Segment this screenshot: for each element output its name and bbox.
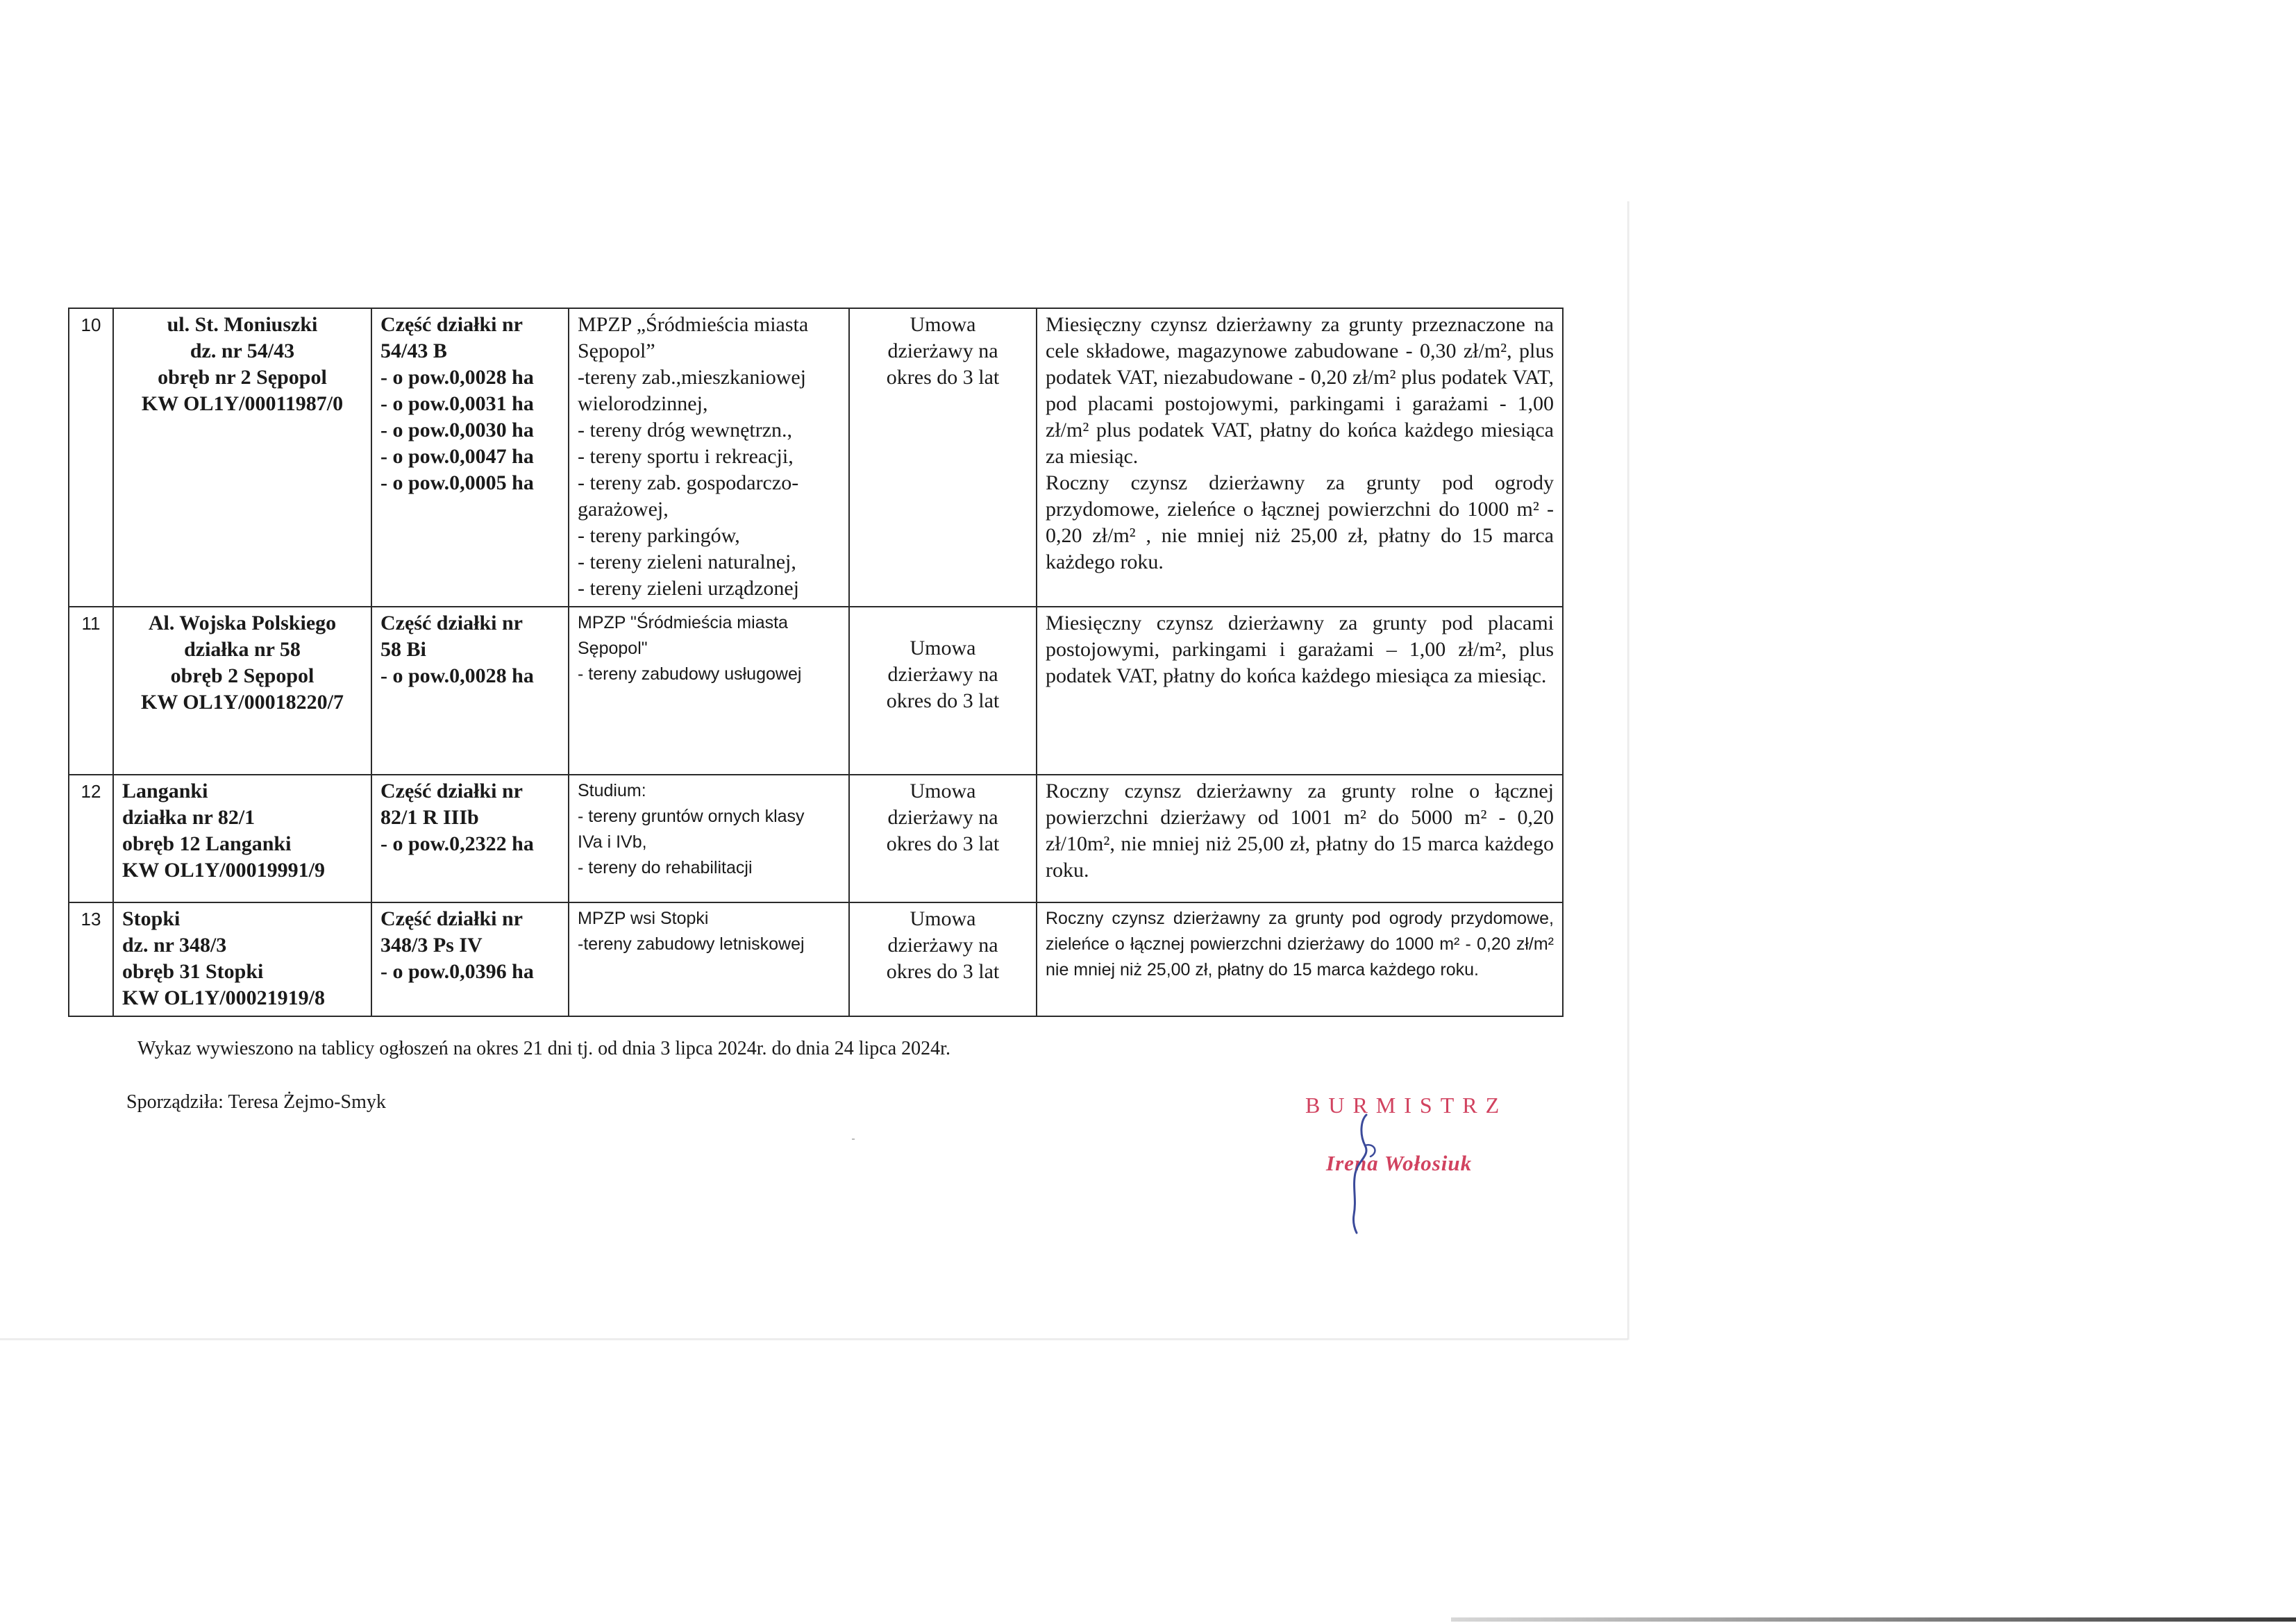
zoning-line: - tereny zieleni naturalnej, [578, 550, 796, 573]
lease-form-line: Umowa [910, 637, 976, 659]
location-line: obręb 12 Langanki [122, 832, 292, 855]
row-number: 10 [69, 308, 113, 607]
lease-form-line: dzierżawy na [887, 806, 998, 829]
lease-form-line: dzierżawy na [887, 663, 998, 686]
plot-part-line: - o pow.0,2322 ha [380, 832, 534, 855]
lease-form-line: Umowa [910, 780, 976, 802]
plot-part-line: - o pow.0,0005 ha [380, 471, 534, 494]
plot-part-line: 58 Bi [380, 638, 426, 661]
rent-text: Roczny czynsz dzierżawny za grunty pod ogrody przydomowe, zieleńce o łącznej powierzchni dzierżawy do 1000 m² - 0,20 zł/m² nie mniej niż 25,00 zł, płatny do 15 marca każdego roku. [1046, 909, 1559, 979]
zoning-line: - tereny zieleni urządzonej [578, 577, 799, 600]
zoning-plan-cell [569, 308, 849, 607]
rent-cell [1037, 902, 1563, 1016]
location-line: dz. nr 54/43 [190, 339, 295, 362]
zoning-line: Sępopol" [578, 639, 648, 658]
plot-part-cell [371, 775, 569, 902]
prepared-by: Sporządziła: Teresa Żejmo-Smyk [126, 1091, 386, 1113]
lease-form-line: okres do 3 lat [886, 689, 1000, 712]
zoning-plan-cell [569, 775, 849, 902]
plot-part-line: - o pow.0,0031 ha [380, 392, 534, 415]
scan-speck [852, 1138, 855, 1140]
location-line: obręb nr 2 Sępopol [158, 366, 327, 389]
location-line: obręb 31 Stopki [122, 960, 264, 983]
mayor-stamp-title: BURMISTRZ [1305, 1093, 1508, 1118]
zoning-line: - tereny zabudowy usługowej [578, 664, 802, 684]
location-line: Al. Wojska Polskiego [148, 612, 337, 634]
plot-part-cell [371, 607, 569, 775]
zoning-line: - tereny gruntów ornych klasy [578, 807, 805, 826]
location-cell [113, 902, 371, 1016]
plot-part-line: - o pow.0,0028 ha [380, 664, 534, 687]
plot-part-line: - o pow.0,0028 ha [380, 366, 534, 389]
mayor-stamp-name: Irena Wołosiuk [1326, 1151, 1473, 1175]
plot-part-line: 54/43 B [380, 339, 447, 362]
lease-form-line: okres do 3 lat [886, 832, 1000, 855]
row-number: 11 [69, 607, 113, 775]
scan-page-edge-right [1627, 201, 1629, 1340]
location-cell [113, 308, 371, 607]
rent-cell [1037, 775, 1563, 902]
lease-form-line: okres do 3 lat [886, 366, 1000, 389]
plot-part-line: - o pow.0,0030 ha [380, 419, 534, 442]
location-line: KW OL1Y/00019991/9 [122, 859, 325, 882]
lease-form-cell [849, 308, 1037, 607]
rent-text: Roczny czynsz dzierżawny za grunty pod ogrody przydomowe, zieleńce o łącznej powierzchni do 1000 m² - 0,20 zł/m² , nie mniej niż 25,00 zł, płatny do 15 marca każdego roku. [1046, 471, 1559, 573]
zoning-plan-cell [569, 902, 849, 1016]
location-line: działka nr 58 [184, 638, 301, 661]
location-line: działka nr 82/1 [122, 806, 255, 829]
plot-part-line: Część działki nr [380, 780, 523, 802]
lease-form-cell [849, 902, 1037, 1016]
zoning-line: - tereny do rehabilitacji [578, 858, 753, 877]
table-row [69, 775, 1563, 902]
zoning-line: - tereny dróg wewnętrzn., [578, 419, 793, 442]
rent-text: Miesięczny czynsz dzierżawny za grunty pod placami postojowymi, parkingami i garażami – 1,00 zł/m², plus podatek VAT, płatny do końca każdego miesiąca za miesiąc. [1046, 612, 1559, 687]
zoning-line: - tereny sportu i rekreacji, [578, 445, 794, 468]
handwritten-signature-icon [1340, 1111, 1389, 1236]
location-cell [113, 775, 371, 902]
rent-text: Roczny czynsz dzierżawny za grunty rolne o łącznej powierzchni dzierżawy od 1001 m² do 5000 m² - 0,20 zł/10m², nie mniej niż 25,00 zł, płatny do 15 marca każdego roku. [1046, 780, 1559, 882]
lease-form-line: dzierżawy na [887, 934, 998, 957]
lease-form-cell [849, 607, 1037, 775]
plot-part-cell [371, 902, 569, 1016]
plot-part-cell [371, 308, 569, 607]
location-line: obręb 2 Sępopol [170, 664, 315, 687]
table-row [69, 308, 1563, 607]
table-row [69, 902, 1563, 1016]
location-line: KW OL1Y/00021919/8 [122, 986, 325, 1009]
row-number: 12 [69, 775, 113, 902]
rent-cell [1037, 607, 1563, 775]
location-line: ul. St. Moniuszki [167, 313, 318, 336]
property-listing-table [68, 308, 1564, 1017]
zoning-line: MPZP „Śródmieścia miasta [578, 313, 809, 336]
zoning-line: garażowej, [578, 498, 669, 521]
zoning-line: MPZP wsi Stopki [578, 909, 709, 928]
plot-part-line: 82/1 R IIIb [380, 806, 479, 829]
location-line: KW OL1Y/00018220/7 [141, 691, 344, 714]
zoning-line: wielorodzinnej, [578, 392, 708, 415]
rent-text: Miesięczny czynsz dzierżawny za grunty przeznaczone na cele składowe, magazynowe zabudowane - 0,30 zł/m², plus podatek VAT, niezabudowane - 0,20 zł/m² plus podatek VAT, pod placami postojowymi, parkingami i garażami - 1,00 zł/m² plus podatek VAT, płatny do końca każdego miesiąca za miesiąc. [1046, 313, 1559, 468]
scan-page-edge-bottom [0, 1338, 1628, 1340]
zoning-line: -tereny zab.,mieszkaniowej [578, 366, 807, 389]
lease-form-cell [849, 775, 1037, 902]
scan-shadow-bottom [1451, 1617, 2296, 1622]
lease-form-line: Umowa [910, 907, 976, 930]
plot-part-line: Część działki nr [380, 313, 523, 336]
plot-part-line: - o pow.0,0047 ha [380, 445, 534, 468]
row-number: 13 [69, 902, 113, 1016]
lease-form-line: okres do 3 lat [886, 960, 1000, 983]
plot-part-line: 348/3 Ps IV [380, 934, 483, 957]
location-line: dz. nr 348/3 [122, 934, 227, 957]
plot-part-line: Część działki nr [380, 612, 523, 634]
zoning-line: - tereny parkingów, [578, 524, 740, 547]
posting-notice: Wykaz wywieszono na tablicy ogłoszeń na okres 21 dni tj. od dnia 3 lipca 2024r. do dnia 24 lipca 2024r. [137, 1038, 950, 1059]
plot-part-line: - o pow.0,0396 ha [380, 960, 534, 983]
location-line: Langanki [122, 780, 208, 802]
location-line: KW OL1Y/00011987/0 [141, 392, 344, 415]
zoning-plan-cell [569, 607, 849, 775]
lease-form-line: dzierżawy na [887, 339, 998, 362]
location-cell [113, 607, 371, 775]
plot-part-line: Część działki nr [380, 907, 523, 930]
rent-cell [1037, 308, 1563, 607]
zoning-line: - tereny zab. gospodarczo- [578, 471, 799, 494]
zoning-line: Studium: [578, 781, 646, 800]
zoning-line: -tereny zabudowy letniskowej [578, 934, 805, 954]
location-line: Stopki [122, 907, 181, 930]
zoning-line: Sępopol” [578, 339, 655, 362]
zoning-line: MPZP "Śródmieścia miasta [578, 613, 788, 632]
lease-form-line: Umowa [910, 313, 976, 336]
zoning-line: IVa i IVb, [578, 832, 647, 852]
table-row [69, 607, 1563, 775]
